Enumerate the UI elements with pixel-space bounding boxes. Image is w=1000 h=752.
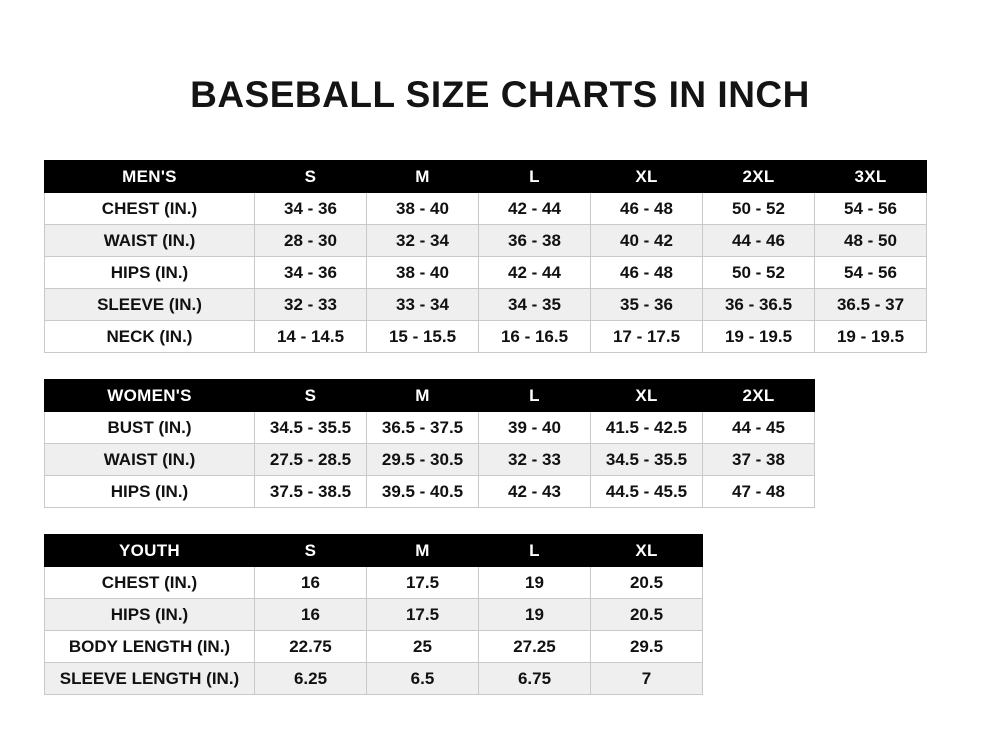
cell-value: 38 - 40 bbox=[367, 193, 479, 225]
cell-value: 15 - 15.5 bbox=[367, 321, 479, 353]
youth-header-s: S bbox=[255, 535, 367, 567]
womens-header-2xl: 2XL bbox=[703, 380, 815, 412]
cell-value: 44 - 45 bbox=[703, 412, 815, 444]
cell-value: 35 - 36 bbox=[591, 289, 703, 321]
mens-header-s: S bbox=[255, 161, 367, 193]
cell-value: 19 - 19.5 bbox=[703, 321, 815, 353]
cell-value: 36.5 - 37.5 bbox=[367, 412, 479, 444]
table-row bbox=[45, 289, 927, 321]
cell-value: 27.25 bbox=[479, 631, 591, 663]
row-label: HIPS (IN.) bbox=[45, 476, 255, 508]
cell-value: 39.5 - 40.5 bbox=[367, 476, 479, 508]
row-label: CHEST (IN.) bbox=[45, 193, 255, 225]
size-tables-container bbox=[0, 160, 1000, 695]
table-header-row bbox=[45, 161, 927, 193]
cell-value: 38 - 40 bbox=[367, 257, 479, 289]
cell-value: 36 - 36.5 bbox=[703, 289, 815, 321]
cell-value: 42 - 44 bbox=[479, 193, 591, 225]
table-header-row bbox=[45, 380, 815, 412]
row-label: BUST (IN.) bbox=[45, 412, 255, 444]
table-row bbox=[45, 321, 927, 353]
cell-value: 22.75 bbox=[255, 631, 367, 663]
mens-header-xl: XL bbox=[591, 161, 703, 193]
mens-header-category: MEN'S bbox=[45, 161, 255, 193]
cell-value: 37.5 - 38.5 bbox=[255, 476, 367, 508]
row-label: HIPS (IN.) bbox=[45, 599, 255, 631]
cell-value: 42 - 44 bbox=[479, 257, 591, 289]
cell-value: 50 - 52 bbox=[703, 193, 815, 225]
cell-value: 29.5 bbox=[591, 631, 703, 663]
cell-value: 33 - 34 bbox=[367, 289, 479, 321]
cell-value: 16 bbox=[255, 599, 367, 631]
cell-value: 28 - 30 bbox=[255, 225, 367, 257]
cell-value: 44 - 46 bbox=[703, 225, 815, 257]
row-label: SLEEVE LENGTH (IN.) bbox=[45, 663, 255, 695]
mens-size-table bbox=[44, 160, 927, 353]
row-label: NECK (IN.) bbox=[45, 321, 255, 353]
womens-header-category: WOMEN'S bbox=[45, 380, 255, 412]
table-row bbox=[45, 193, 927, 225]
cell-value: 46 - 48 bbox=[591, 193, 703, 225]
womens-header-m: M bbox=[367, 380, 479, 412]
row-label: WAIST (IN.) bbox=[45, 225, 255, 257]
womens-header-xl: XL bbox=[591, 380, 703, 412]
cell-value: 32 - 33 bbox=[479, 444, 591, 476]
cell-value: 34 - 36 bbox=[255, 257, 367, 289]
cell-value: 6.5 bbox=[367, 663, 479, 695]
cell-value: 17 - 17.5 bbox=[591, 321, 703, 353]
youth-header-m: M bbox=[367, 535, 479, 567]
cell-value: 42 - 43 bbox=[479, 476, 591, 508]
table-row bbox=[45, 599, 703, 631]
cell-value: 17.5 bbox=[367, 599, 479, 631]
table-row bbox=[45, 225, 927, 257]
table-row bbox=[45, 412, 815, 444]
mens-table-head bbox=[45, 161, 927, 193]
mens-header-m: M bbox=[367, 161, 479, 193]
cell-value: 16 - 16.5 bbox=[479, 321, 591, 353]
youth-table-body bbox=[45, 567, 703, 695]
cell-value: 54 - 56 bbox=[815, 193, 927, 225]
cell-value: 40 - 42 bbox=[591, 225, 703, 257]
womens-size-table bbox=[44, 379, 815, 508]
row-label: CHEST (IN.) bbox=[45, 567, 255, 599]
youth-header-xl: XL bbox=[591, 535, 703, 567]
mens-header-l: L bbox=[479, 161, 591, 193]
table-header-row bbox=[45, 535, 703, 567]
cell-value: 6.25 bbox=[255, 663, 367, 695]
cell-value: 20.5 bbox=[591, 567, 703, 599]
page-title: BASEBALL SIZE CHARTS IN INCH bbox=[190, 74, 810, 115]
cell-value: 16 bbox=[255, 567, 367, 599]
cell-value: 7 bbox=[591, 663, 703, 695]
cell-value: 46 - 48 bbox=[591, 257, 703, 289]
row-label: HIPS (IN.) bbox=[45, 257, 255, 289]
cell-value: 36 - 38 bbox=[479, 225, 591, 257]
cell-value: 19 bbox=[479, 599, 591, 631]
cell-value: 19 - 19.5 bbox=[815, 321, 927, 353]
table-row bbox=[45, 476, 815, 508]
cell-value: 34 - 35 bbox=[479, 289, 591, 321]
cell-value: 6.75 bbox=[479, 663, 591, 695]
table-row bbox=[45, 663, 703, 695]
cell-value: 50 - 52 bbox=[703, 257, 815, 289]
table-row bbox=[45, 631, 703, 663]
youth-size-table bbox=[44, 534, 703, 695]
youth-header-l: L bbox=[479, 535, 591, 567]
cell-value: 14 - 14.5 bbox=[255, 321, 367, 353]
row-label: BODY LENGTH (IN.) bbox=[45, 631, 255, 663]
womens-header-s: S bbox=[255, 380, 367, 412]
cell-value: 44.5 - 45.5 bbox=[591, 476, 703, 508]
cell-value: 54 - 56 bbox=[815, 257, 927, 289]
cell-value: 19 bbox=[479, 567, 591, 599]
cell-value: 48 - 50 bbox=[815, 225, 927, 257]
cell-value: 41.5 - 42.5 bbox=[591, 412, 703, 444]
cell-value: 20.5 bbox=[591, 599, 703, 631]
womens-table-body bbox=[45, 412, 815, 508]
cell-value: 37 - 38 bbox=[703, 444, 815, 476]
womens-header-l: L bbox=[479, 380, 591, 412]
cell-value: 36.5 - 37 bbox=[815, 289, 927, 321]
cell-value: 39 - 40 bbox=[479, 412, 591, 444]
cell-value: 47 - 48 bbox=[703, 476, 815, 508]
youth-table-head bbox=[45, 535, 703, 567]
mens-table-body bbox=[45, 193, 927, 353]
mens-header-2xl: 2XL bbox=[703, 161, 815, 193]
cell-value: 34.5 - 35.5 bbox=[591, 444, 703, 476]
table-row bbox=[45, 257, 927, 289]
row-label: WAIST (IN.) bbox=[45, 444, 255, 476]
cell-value: 29.5 - 30.5 bbox=[367, 444, 479, 476]
table-row bbox=[45, 567, 703, 599]
cell-value: 34.5 - 35.5 bbox=[255, 412, 367, 444]
cell-value: 17.5 bbox=[367, 567, 479, 599]
cell-value: 34 - 36 bbox=[255, 193, 367, 225]
table-row bbox=[45, 444, 815, 476]
womens-table-head bbox=[45, 380, 815, 412]
youth-header-category: YOUTH bbox=[45, 535, 255, 567]
row-label: SLEEVE (IN.) bbox=[45, 289, 255, 321]
cell-value: 32 - 34 bbox=[367, 225, 479, 257]
cell-value: 32 - 33 bbox=[255, 289, 367, 321]
cell-value: 25 bbox=[367, 631, 479, 663]
cell-value: 27.5 - 28.5 bbox=[255, 444, 367, 476]
mens-header-3xl: 3XL bbox=[815, 161, 927, 193]
